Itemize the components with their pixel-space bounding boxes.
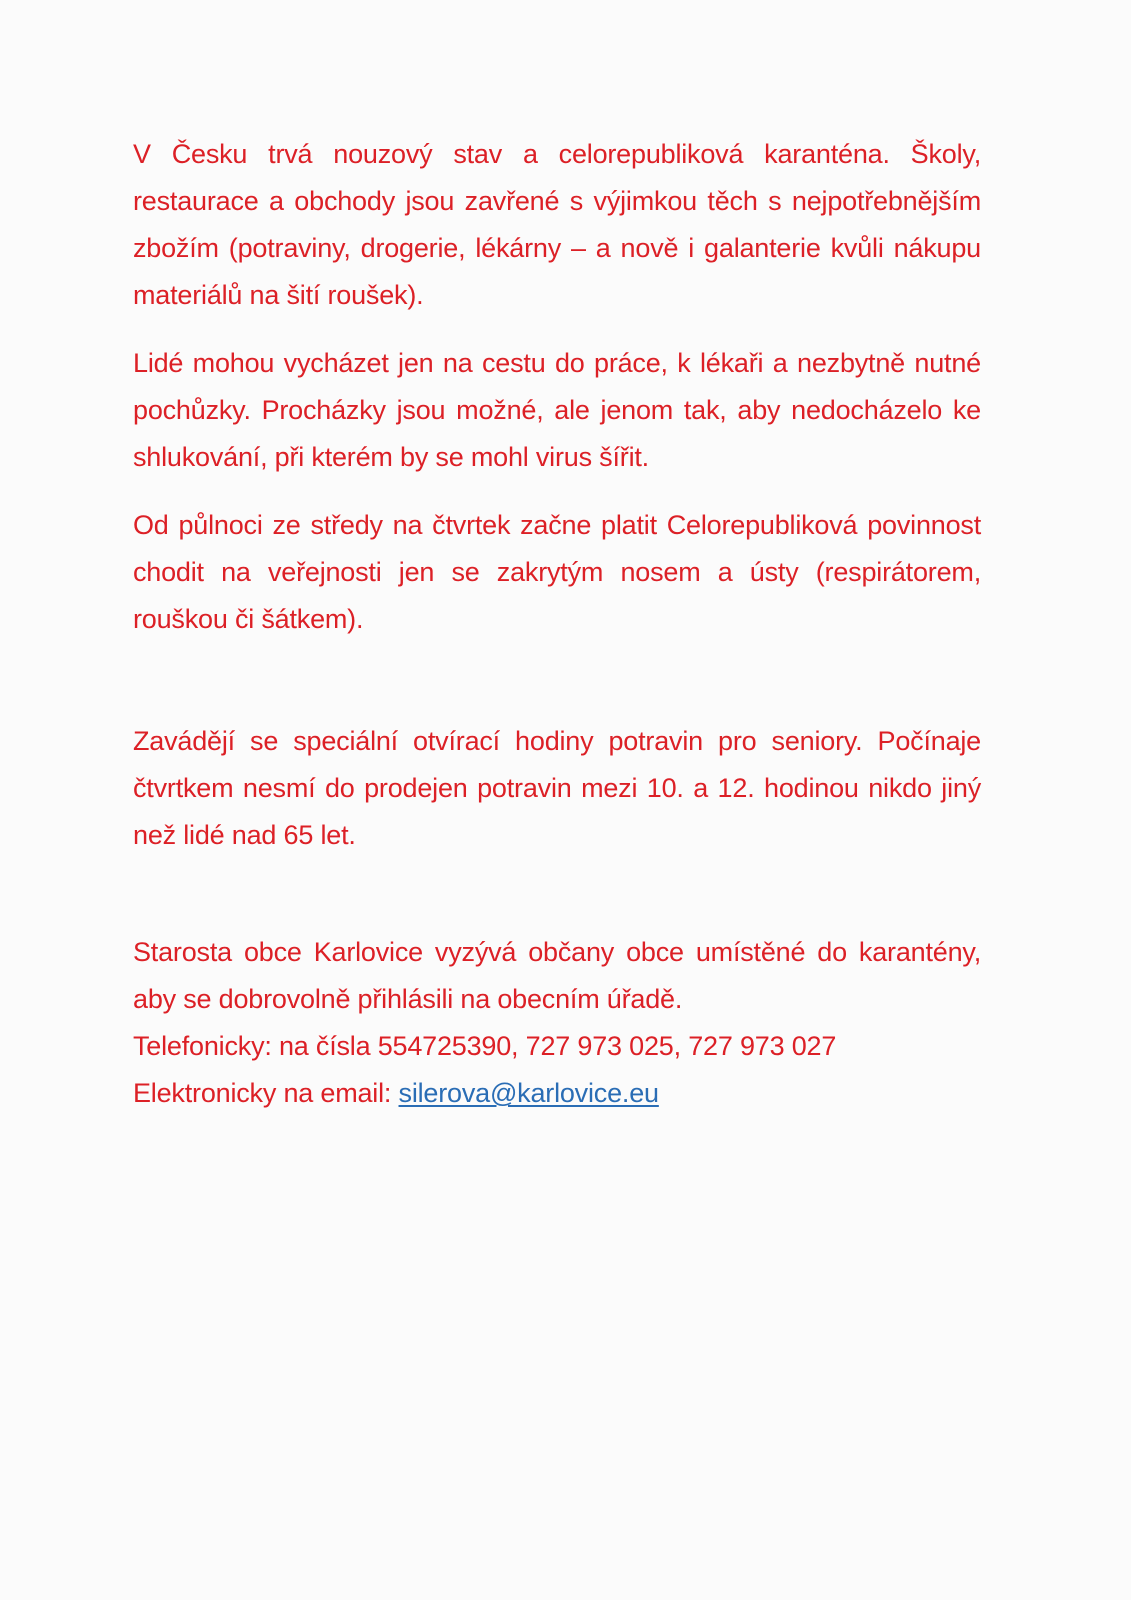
paragraph-senior-hours: Zavádějí se speciální otvírací hodiny potravin pro seniory. Počínaje čtvrtkem nesmí do prodejen potravin mezi 10. a 12. hodinou nikdo jiný než lidé nad 65 let.: [133, 726, 981, 850]
contact-announcement: Starosta obce Karlovice vyzývá občany obce umístěné do karantény, aby se dobrovolně přihlásili na obecním úřadě.: [133, 937, 981, 1014]
paragraph-emergency-state: V Česku trvá nouzový stav a celorepubliková karanténa. Školy, restaurace a obchody jsou zavřené s výjimkou těch s nejpotřebnějším zbožím (potraviny, drogerie, lékárny – a nově i galanterie kvůli nákupu materiálů na šití roušek).: [133, 139, 981, 310]
paragraph-face-cover-rule: Od půlnoci ze středy na čtvrtek začne platit Celorepubliková povinnost chodit na veřejnosti jen se zakrytým nosem a ústy (respirátorem, rouškou či šátkem).: [133, 510, 981, 634]
contact-phone-line: Telefonicky: na čísla 554725390, 727 973 025, 727 973 027: [133, 1031, 837, 1061]
paragraph-movement-rules: Lidé mohou vycházet jen na cestu do práce, k lékaři a nezbytně nutné pochůzky. Procházky jsou možné, ale jenom tak, aby nedocházelo ke shlukování, při kterém by se mohl virus šířit.: [133, 348, 981, 472]
email-link[interactable]: silerova@karlovice.eu: [398, 1078, 659, 1108]
contact-email-label: Elektronicky na email:: [133, 1078, 399, 1108]
paragraph-contact: [133, 929, 981, 1117]
